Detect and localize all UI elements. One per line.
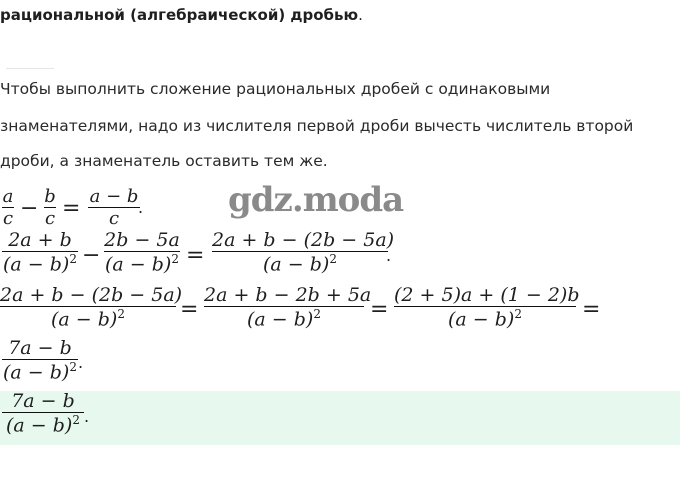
heading-line bbox=[0, 6, 363, 24]
rule-frac-2: b c bbox=[44, 186, 56, 229]
step1-frac-3: 2a + b − (2b − 5a) $(a - b)^2$ bbox=[212, 229, 395, 276]
step3-frac: 7a − b $(a - b)^2$ bbox=[3, 337, 77, 384]
step2-frac-1: 2a + b − (2b − 5a) $(a - b)^2$ bbox=[0, 284, 183, 331]
paragraph-line-3: дроби, а знаменатель оставить тем же. bbox=[0, 152, 328, 170]
step2-equals-1: = bbox=[180, 297, 199, 322]
step3-period: . bbox=[78, 353, 84, 372]
step1-equals: = bbox=[186, 243, 205, 268]
step2-equals-2: = bbox=[370, 297, 389, 322]
step1-minus: − bbox=[82, 243, 101, 268]
paragraph-line-1: Чтобы выполнить сложение рациональных дробей с одинаковыми bbox=[0, 80, 551, 98]
heading-bold: рациональной (алгебраической) дробью bbox=[0, 6, 359, 24]
answer-period: . bbox=[84, 407, 90, 426]
watermark: gdz.moda bbox=[228, 180, 404, 220]
rule-minus: − bbox=[20, 196, 39, 221]
answer-highlight bbox=[0, 391, 680, 445]
rule-equals: = bbox=[62, 196, 81, 221]
rule-period: . bbox=[138, 198, 144, 217]
rule-frac-1: a c bbox=[2, 186, 14, 229]
step2-equals-3: = bbox=[582, 297, 601, 322]
heading-tail: . bbox=[358, 6, 363, 24]
step2-frac-3: (2 + 5)a + (1 − 2)b $(a - b)^2$ bbox=[394, 284, 580, 331]
rule-frac-3: a − b c bbox=[89, 186, 139, 229]
paragraph-line-2: знаменателями, надо из числителя первой дроби вычесть числитель второй bbox=[0, 117, 634, 135]
step1-frac-2: 2b − 5a $(a - b)^2$ bbox=[104, 229, 180, 276]
answer-frac: 7a − b $(a - b)^2$ bbox=[2, 390, 84, 436]
divider bbox=[6, 68, 54, 69]
step1-period: . bbox=[386, 246, 392, 265]
step2-frac-2: 2a + b − 2b + 5a $(a - b)^2$ bbox=[204, 284, 372, 331]
step1-frac-1: 2a + b $(a - b)^2$ bbox=[3, 229, 77, 276]
